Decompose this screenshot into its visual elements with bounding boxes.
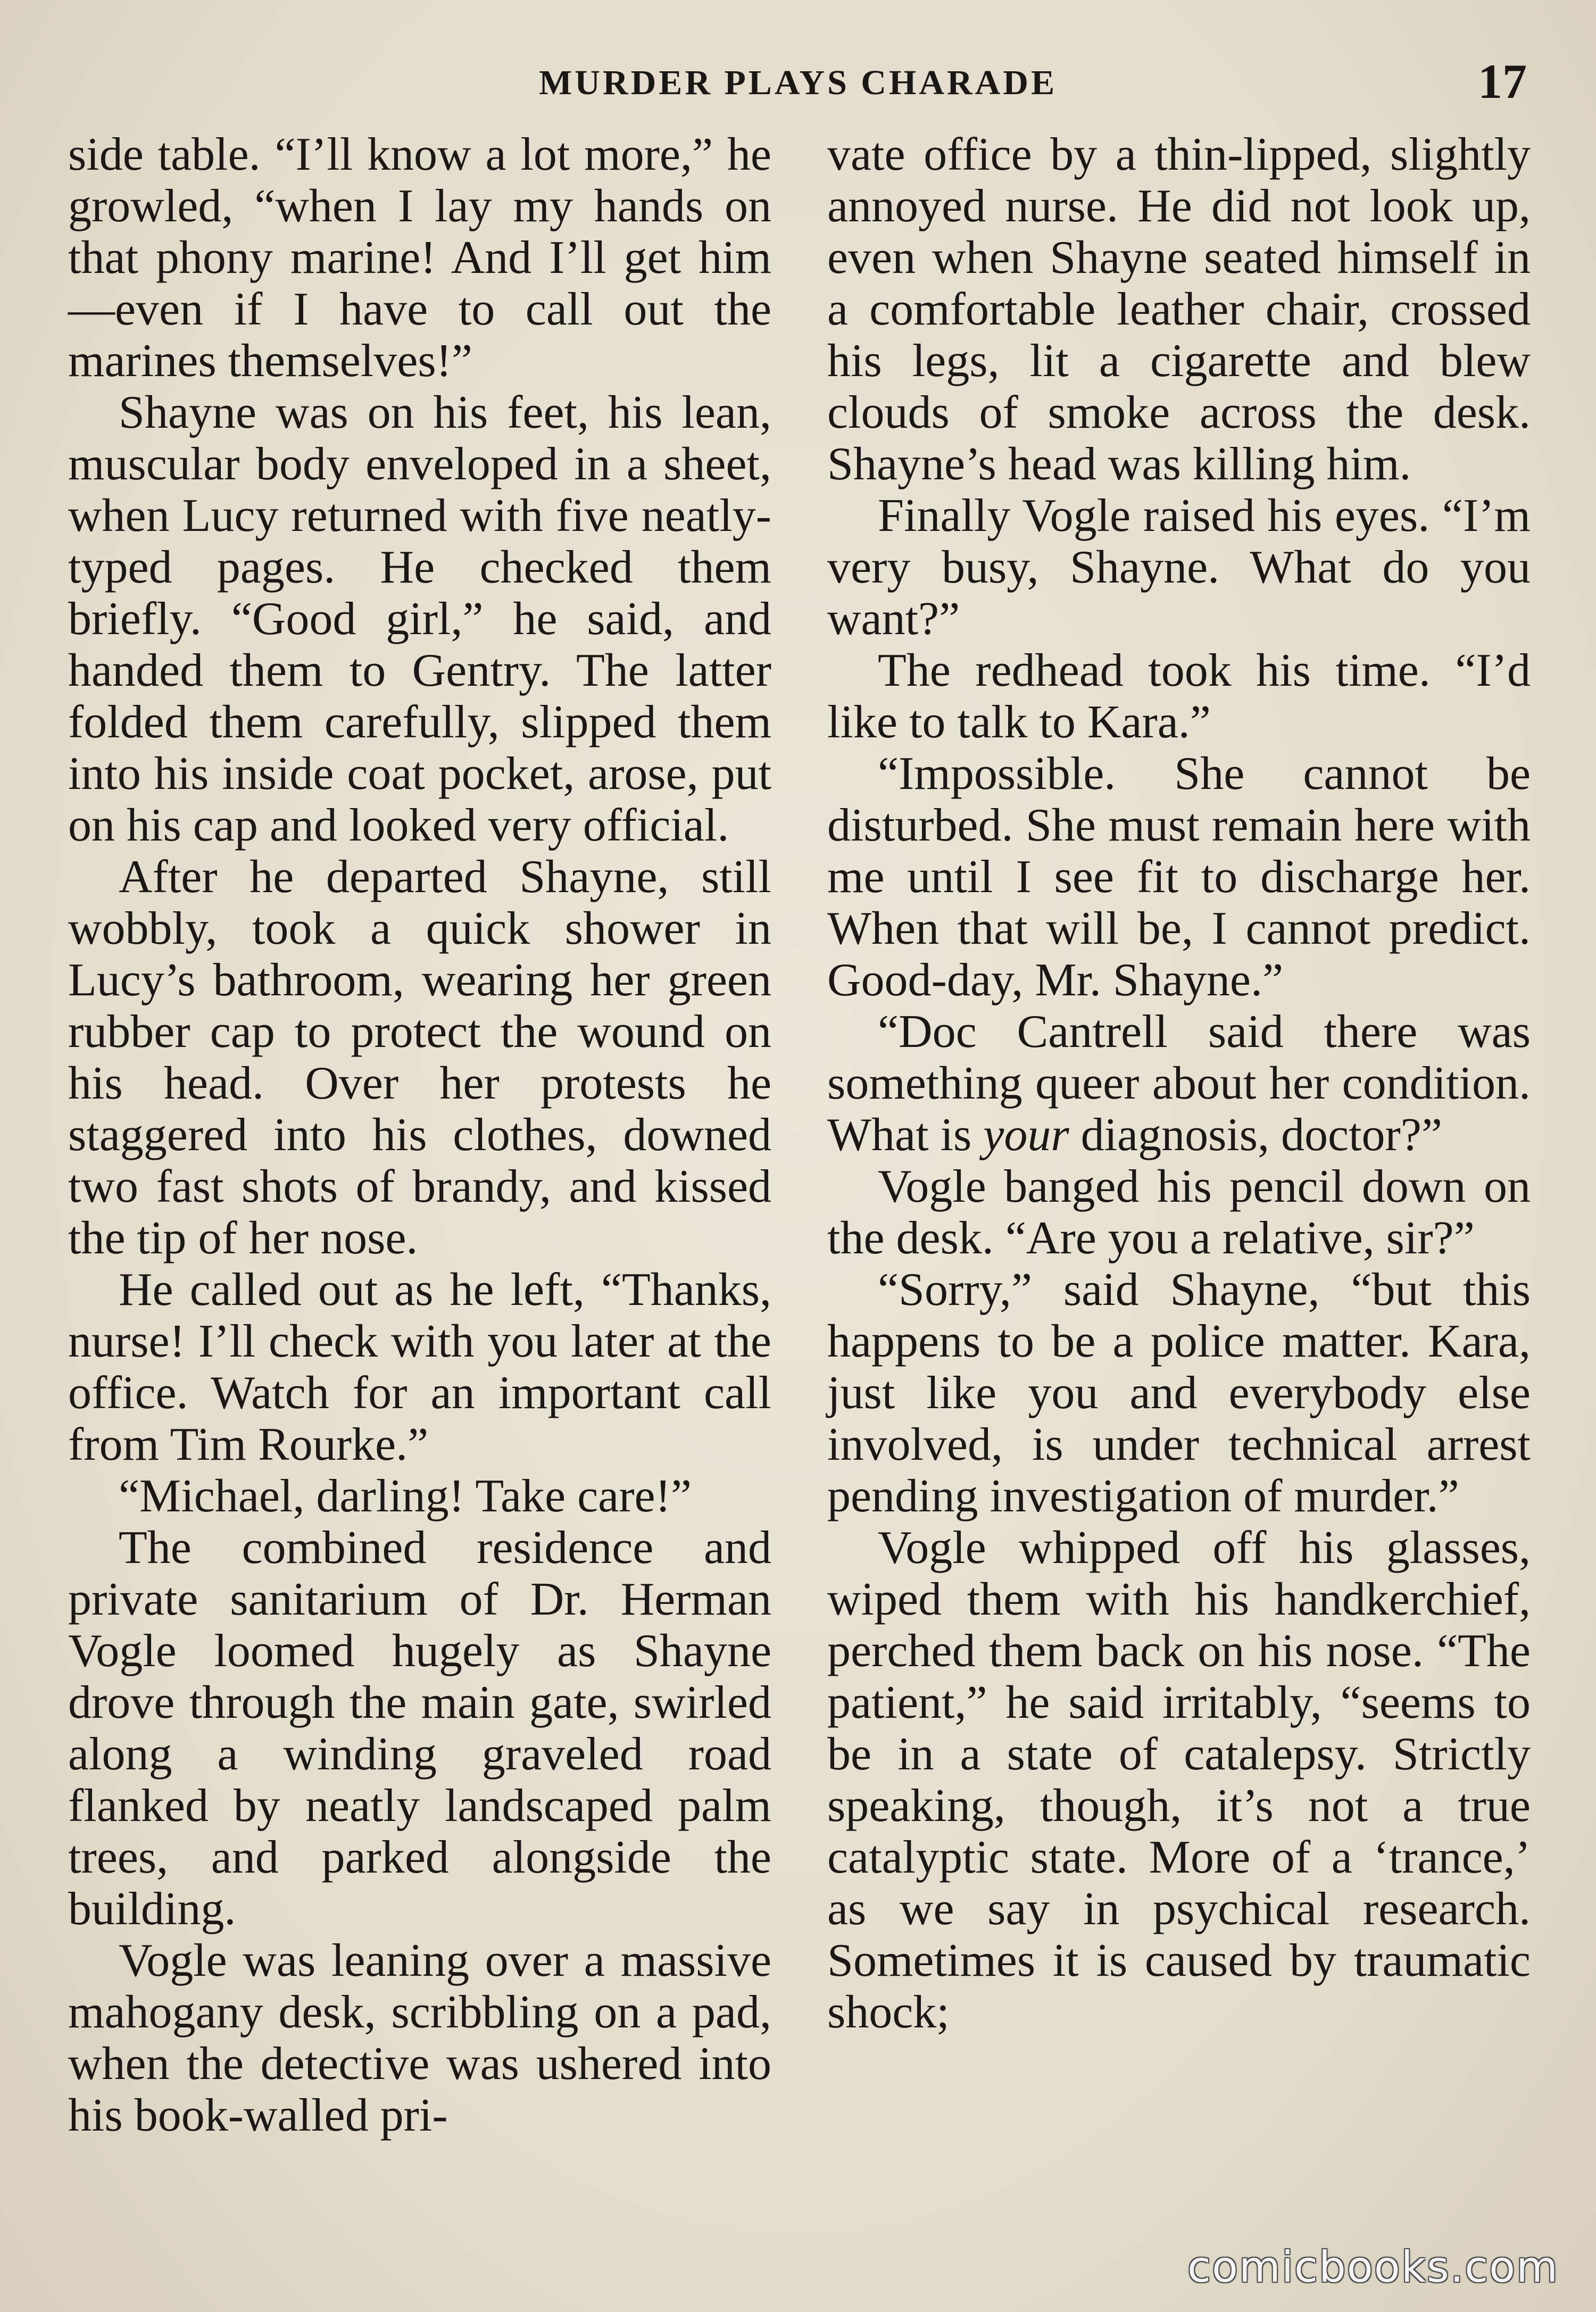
text-segment: “Michael, darling! Take care!” — [119, 1470, 692, 1522]
paragraph — [827, 1264, 1531, 1522]
paragraph — [68, 1522, 771, 1935]
text-segment: vate office by a thin-lipped, slightly annoyed nurse. He did not look up, even when Shayne seated himself in a comfortable leather chair, crossed his legs, lit a cigarette and blew clouds of smoke across the desk. Shayne’s head was killing him. — [827, 129, 1531, 490]
text-segment: Vogle was leaning over a massive mahogany desk, scribbling on a pad, when the detective was ushered into his book-walled pri- — [68, 1935, 771, 2141]
text-segment: After he departed Shayne, still wobbly, took a quick shower in Lucy’s bathroom, wearing her green rubber cap to protect the wound on his head. Over her protests he staggered into his clothes, downed two fast shots of brandy, and kissed the tip of her nose. — [68, 851, 771, 1264]
text-segment: “Impossible. She cannot be disturbed. She must remain here with me until I see fit to discharge her. When that will be, I cannot predict. Good-day, Mr. Shayne.” — [827, 748, 1531, 1006]
paragraph — [827, 645, 1531, 748]
paragraph — [68, 387, 771, 851]
paragraph — [827, 490, 1531, 645]
text-segment: Vogle banged his pencil down on the desk. “Are you a relative, sir?” — [827, 1161, 1531, 1264]
italic-emphasis: your — [983, 1109, 1069, 1161]
text-segment: “Sorry,” said Shayne, “but this happens to be a police matter. Kara, just like you and everybody else involved, is under technical arrest pending investigation of murder.” — [827, 1264, 1531, 1522]
left-column — [68, 129, 771, 2141]
text-segment: Finally Vogle raised his eyes. “I’m very busy, Shayne. What do you want?” — [827, 490, 1531, 645]
text-segment: Vogle whipped off his glasses, wiped them with his handkerchief, perched them back on his nose. “The patient,” he said irritably, “seems to be in a state of catalepsy. Strictly speaking, though, it’s not a true catalyptic state. More of a ‘trance,’ as we say in psychical research. Sometimes it is caused by traumatic shock; — [827, 1522, 1531, 2038]
text-segment: side table. “I’ll know a lot more,” he growled, “when I lay my hands on that phony marine! And I’ll get him—even if I have to call out the marines themselves!” — [68, 129, 771, 387]
paragraph — [68, 1935, 771, 2141]
text-segment: diagnosis, doctor?” — [1069, 1109, 1442, 1161]
text-segment: The combined residence and private sanitarium of Dr. Herman Vogle loomed hugely as Shayne drove through the main gate, swirled along a winding graveled road flanked by neatly landscaped palm trees, and parked alongside the building. — [68, 1522, 771, 1935]
paragraph — [68, 1264, 771, 1470]
paragraph — [68, 129, 771, 387]
paragraph — [827, 1006, 1531, 1161]
site-watermark: comicbooks.com — [1187, 2242, 1559, 2292]
right-column — [827, 129, 1531, 2038]
paragraph — [827, 1161, 1531, 1264]
page-number: 17 — [1478, 54, 1527, 109]
text-segment: The redhead took his time. “I’d like to talk to Kara.” — [827, 645, 1531, 748]
running-title: MURDER PLAYS CHARADE — [539, 63, 1057, 102]
text-segment: He called out as he left, “Thanks, nurse! I’ll check with you later at the office. Watch for an important call from Tim Rourke.” — [68, 1264, 771, 1470]
paragraph — [827, 748, 1531, 1006]
paragraph — [827, 129, 1531, 490]
paragraph — [68, 1470, 771, 1522]
text-segment: “Doc Cantrell said there was something queer about her condition. What is — [827, 1006, 1531, 1161]
text-segment: Shayne was on his feet, his lean, muscular body enveloped in a sheet, when Lucy returned with five neatly-typed pages. He checked them briefly. “Good girl,” he said, and handed them to Gentry. The latter folded them carefully, slipped them into his inside coat pocket, arose, put on his cap and looked very official. — [68, 387, 771, 851]
paragraph — [827, 1522, 1531, 2038]
paragraph — [68, 851, 771, 1264]
